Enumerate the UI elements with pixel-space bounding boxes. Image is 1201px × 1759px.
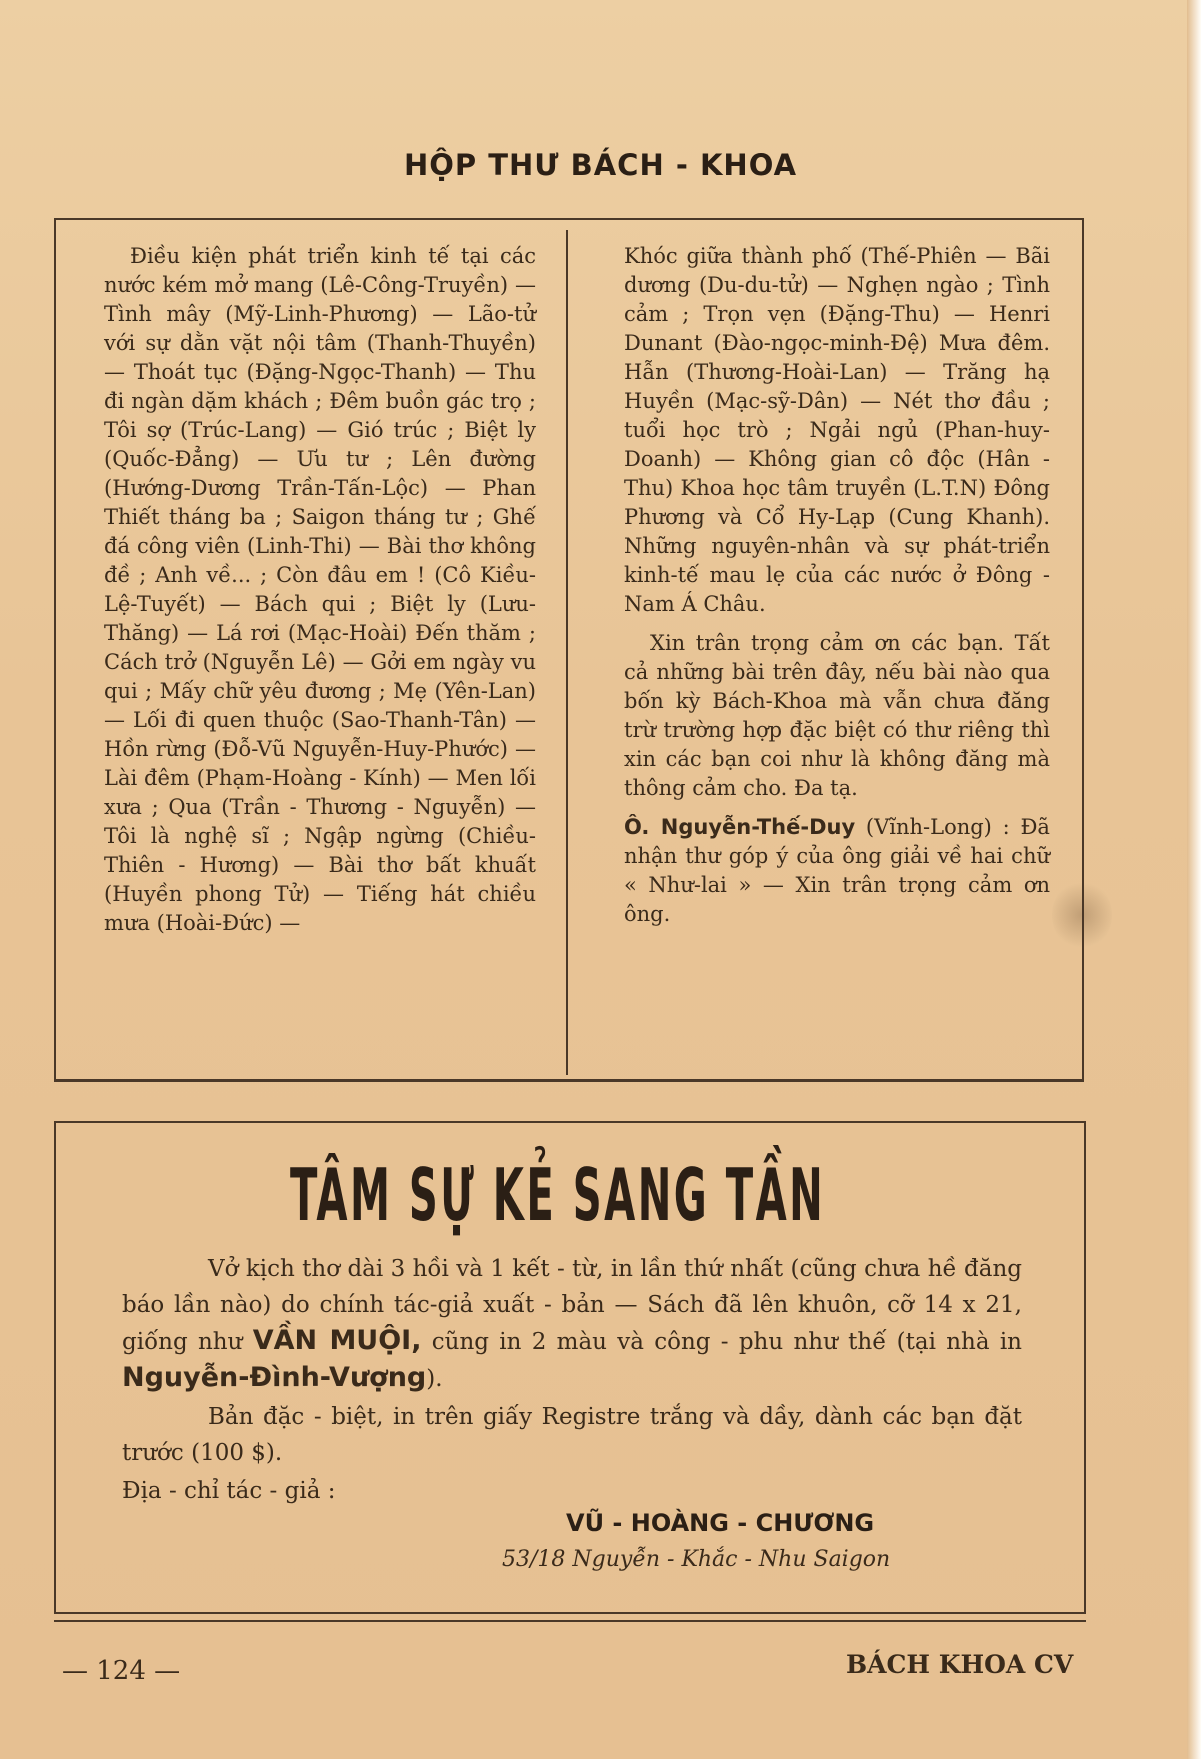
ad-paragraph-end: ).	[426, 1366, 443, 1392]
page-edge	[1187, 0, 1201, 1759]
mailbox-right-column	[624, 242, 1050, 939]
reference-book-title: VẦN MUỘI,	[252, 1325, 422, 1356]
book-advertisement	[54, 1121, 1086, 1614]
reader-reply-text: Đã nhận thư góp ý của ông giải về hai chữ « Như-lai » — Xin trân trọng cảm ơn ông.	[624, 815, 1050, 926]
bottom-rule	[54, 1620, 1086, 1622]
ad-title: TÂM SỰ KẺ SANG TẦN	[290, 1153, 826, 1237]
ad-print-note: cũng in 2 màu và công - phu như thế (tại nhà in	[431, 1329, 1022, 1355]
printer-name: Nguyễn-Đình-Vượng	[122, 1362, 427, 1393]
ad-description: Vở kịch thơ dài 3 hồi và 1 kết - từ, in lần thứ nhất (cũng chưa hề đăng báo lần nào) do chính tác-giả xuất - bản — Sách đã lên khuôn, cỡ 14 x 21, giống như	[122, 1256, 1022, 1355]
mailbox-left-column	[104, 242, 536, 948]
author-name: VŨ - HOÀNG - CHƯƠNG	[566, 1509, 875, 1537]
column-divider	[566, 230, 568, 1075]
ad-body	[122, 1251, 1022, 1511]
reader-reply	[624, 813, 1050, 929]
address-label: Địa - chỉ tác - giả :	[122, 1478, 336, 1504]
reader-name: Ô. Nguyễn-Thế-Duy	[624, 815, 856, 839]
ad-paragraph-2: Bản đặc - biệt, in trên giấy Registre trắng và dầy, dành các bạn đặt trước (100 $).	[122, 1404, 1022, 1466]
page-number: — 124 —	[62, 1656, 181, 1686]
reader-place: (Vĩnh-Long) :	[865, 815, 1010, 839]
received-works-list-continued: Khóc giữa thành phố (Thế-Phiên — Bãi dương (Du-du-tử) — Nghẹn ngào ; Tình cảm ; Trọn vẹn (Đặng-Thu) — Henri Dunant (Đào-ngọc-minh-Đệ) Mưa đêm. Hẫn (Thương-Hoài-Lan) — Trăng hạ Huyền (Mạc-sỹ-Dân) — Nét thơ đầu ; tuổi học trò ; Ngải ngủ (Phan-huy-Doanh) — Không gian cô độc (Hân - Thu) Khoa học tâm truyền (L.T.N) Đông Phương và Cổ Hy-Lạp (Cung Khanh). Những nguyên-nhân và sự phát-triển kinh-tế mau lẹ của các nước ở Đông - Nam Á Châu.	[624, 244, 1050, 616]
author-address: 53/18 Nguyễn - Khắc - Nhu Saigon	[502, 1547, 891, 1572]
received-works-list: Điều kiện phát triển kinh tế tại các nước kém mở mang (Lê-Công-Truyền) — Tình mây (Mỹ-Linh-Phương) — Lão-tử với sự dằn vặt nội tâm (Thanh-Thuyền) — Thoát tục (Đặng-Ngọc-Thanh) — Thu đi ngàn dặm khách ; Đêm buồn gác trọ ; Tôi sợ (Trúc-Lang) — Gió trúc ; Biệt ly (Quốc-Đẳng) — Ưu tư ; Lên đường (Hướng-Dương Trần-Tấn-Lộc) — Phan Thiết tháng ba ; Saigon tháng tư ; Ghế đá công viên (Linh-Thi) — Bài thơ không đề ; Anh về... ; Còn đâu em ! (Cô Kiều-Lệ-Tuyết) — Bách qui ; Biệt ly (Lưu-Thăng) — Lá rơi (Mạc-Hoài) Đến thăm ; Cách trở (Nguyễn Lê) — Gởi em ngày vu qui ; Mấy chữ yêu đương ; Mẹ (Yên-Lan) — Lối đi quen thuộc (Sao-Thanh-Tân) — Hồn rừng (Đỗ-Vũ Nguyễn-Huy-Phước) — Lài đêm (Phạm-Hoàng - Kính) — Men lối xưa ; Qua (Trần - Thương - Nguyễn) — Tôi là nghệ sĩ ; Ngập ngừng (Chiều-Thiên - Hương) — Bài thơ bất khuất (Huyền phong Tử) — Tiếng hát chiều mưa (Hoài-Đức) —	[104, 244, 536, 935]
mailbox-section	[54, 218, 1084, 1082]
ad-paragraph-1	[122, 1251, 1022, 1397]
page-title: HỘP THƯ BÁCH - KHOA	[403, 148, 798, 182]
magazine-name: BÁCH KHOA CV	[846, 1650, 1074, 1679]
thank-you-note: Xin trân trọng cảm ơn các bạn. Tất cả những bài trên đây, nếu bài nào qua bốn kỳ Bách-Khoa mà vẫn chưa đăng trừ trường hợp đặc biệt có thư riêng thì xin các bạn coi như là không đăng mà thông cảm cho. Đa tạ.	[624, 631, 1050, 800]
